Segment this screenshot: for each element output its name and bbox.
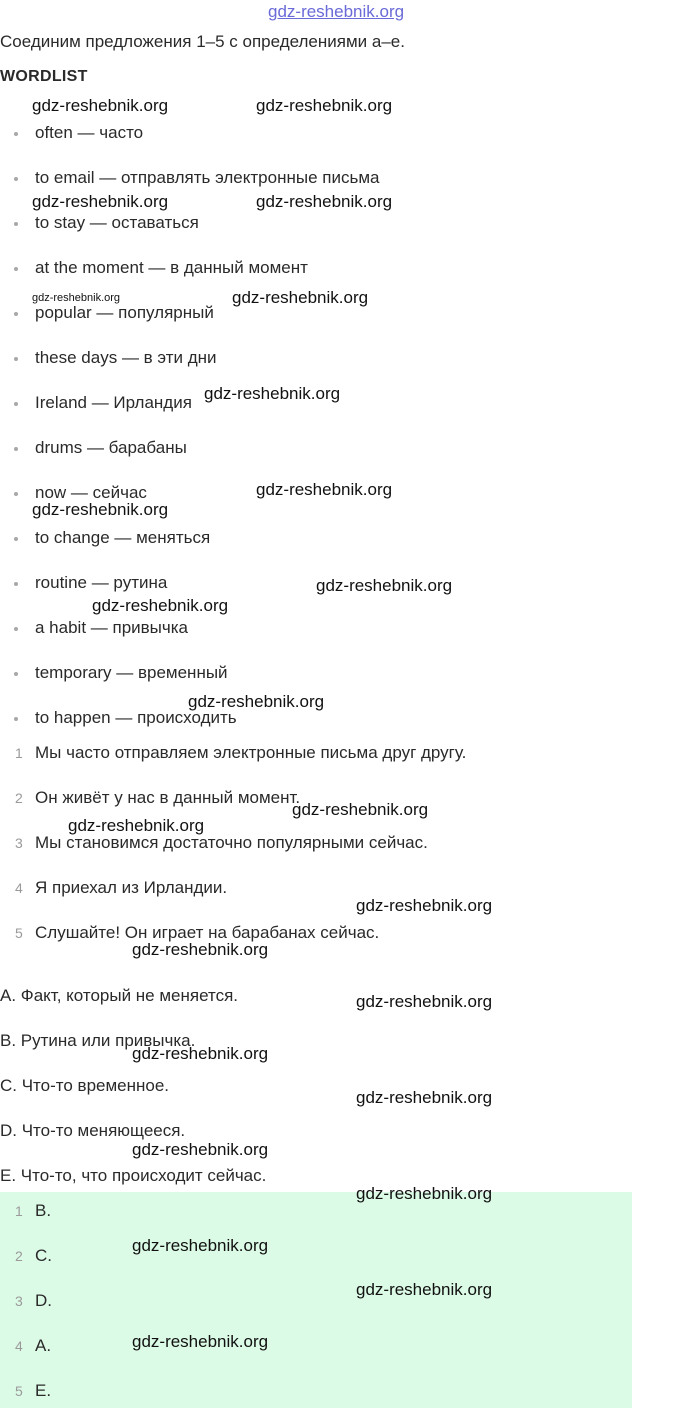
definition-option: A. Факт, который не меняется. [0, 986, 239, 1005]
watermark-text: gdz-reshebnik.org [292, 800, 429, 819]
definition-option: B. Рутина или привычка. [0, 1031, 196, 1050]
bullet-icon [14, 672, 18, 676]
definition-option: C. Что-то временное. [0, 1076, 170, 1095]
bullet-icon [14, 717, 18, 721]
watermark-text: gdz-reshebnik.org [92, 596, 229, 615]
bullet-icon [14, 447, 18, 451]
watermark-header-link[interactable]: gdz-reshebnik.org [268, 2, 405, 21]
watermark-text: gdz-reshebnik.org [232, 288, 369, 307]
watermark-text: gdz-reshebnik.org [256, 480, 393, 499]
bullet-icon [14, 267, 18, 271]
watermark-text: gdz-reshebnik.org [204, 384, 341, 403]
watermark-text: gdz-reshebnik.org [68, 816, 205, 835]
watermark-text: gdz-reshebnik.org [188, 692, 325, 711]
watermark-text: gdz-reshebnik.org [32, 192, 169, 211]
wordlist-heading: WORDLIST [0, 68, 88, 85]
bullet-icon [14, 312, 18, 316]
bullet-icon [14, 357, 18, 361]
watermark-text: gdz-reshebnik.org [356, 1280, 493, 1299]
watermark-text: gdz-reshebnik.org [32, 96, 169, 115]
watermark-text: gdz-reshebnik.org [32, 500, 169, 519]
watermark-text: gdz-reshebnik.org [356, 1088, 493, 1107]
answers-panel [0, 1192, 632, 1408]
watermark-text: gdz-reshebnik.org [356, 1184, 493, 1203]
watermark-text: gdz-reshebnik.org [256, 192, 393, 211]
watermark-text: gdz-reshebnik.org [132, 1140, 269, 1159]
watermark-text: gdz-reshebnik.org [316, 576, 453, 595]
watermark-text: gdz-reshebnik.org [356, 992, 493, 1011]
definition-option: E. Что-то, что происходит сейчас. [0, 1166, 267, 1185]
watermark-text: gdz-reshebnik.org [132, 1044, 269, 1063]
watermark-text: gdz-reshebnik.org [132, 1332, 269, 1351]
bullet-icon [14, 582, 18, 586]
watermark-text: gdz-reshebnik.org [32, 292, 121, 304]
bullet-icon [14, 132, 18, 136]
task-instruction: Соединим предложения 1–5 с определениями a–e. [0, 32, 405, 51]
bullet-icon [14, 402, 18, 406]
bullet-icon [14, 492, 18, 496]
definition-option: D. Что-то меняющееся. [0, 1121, 186, 1140]
bullet-icon [14, 222, 18, 226]
watermark-text: gdz-reshebnik.org [356, 896, 493, 915]
bullet-icon [14, 627, 18, 631]
watermark-text: gdz-reshebnik.org [256, 96, 393, 115]
watermark-text: gdz-reshebnik.org [132, 940, 269, 959]
bullet-icon [14, 177, 18, 181]
bullet-icon [14, 537, 18, 541]
watermark-text: gdz-reshebnik.org [132, 1236, 269, 1255]
